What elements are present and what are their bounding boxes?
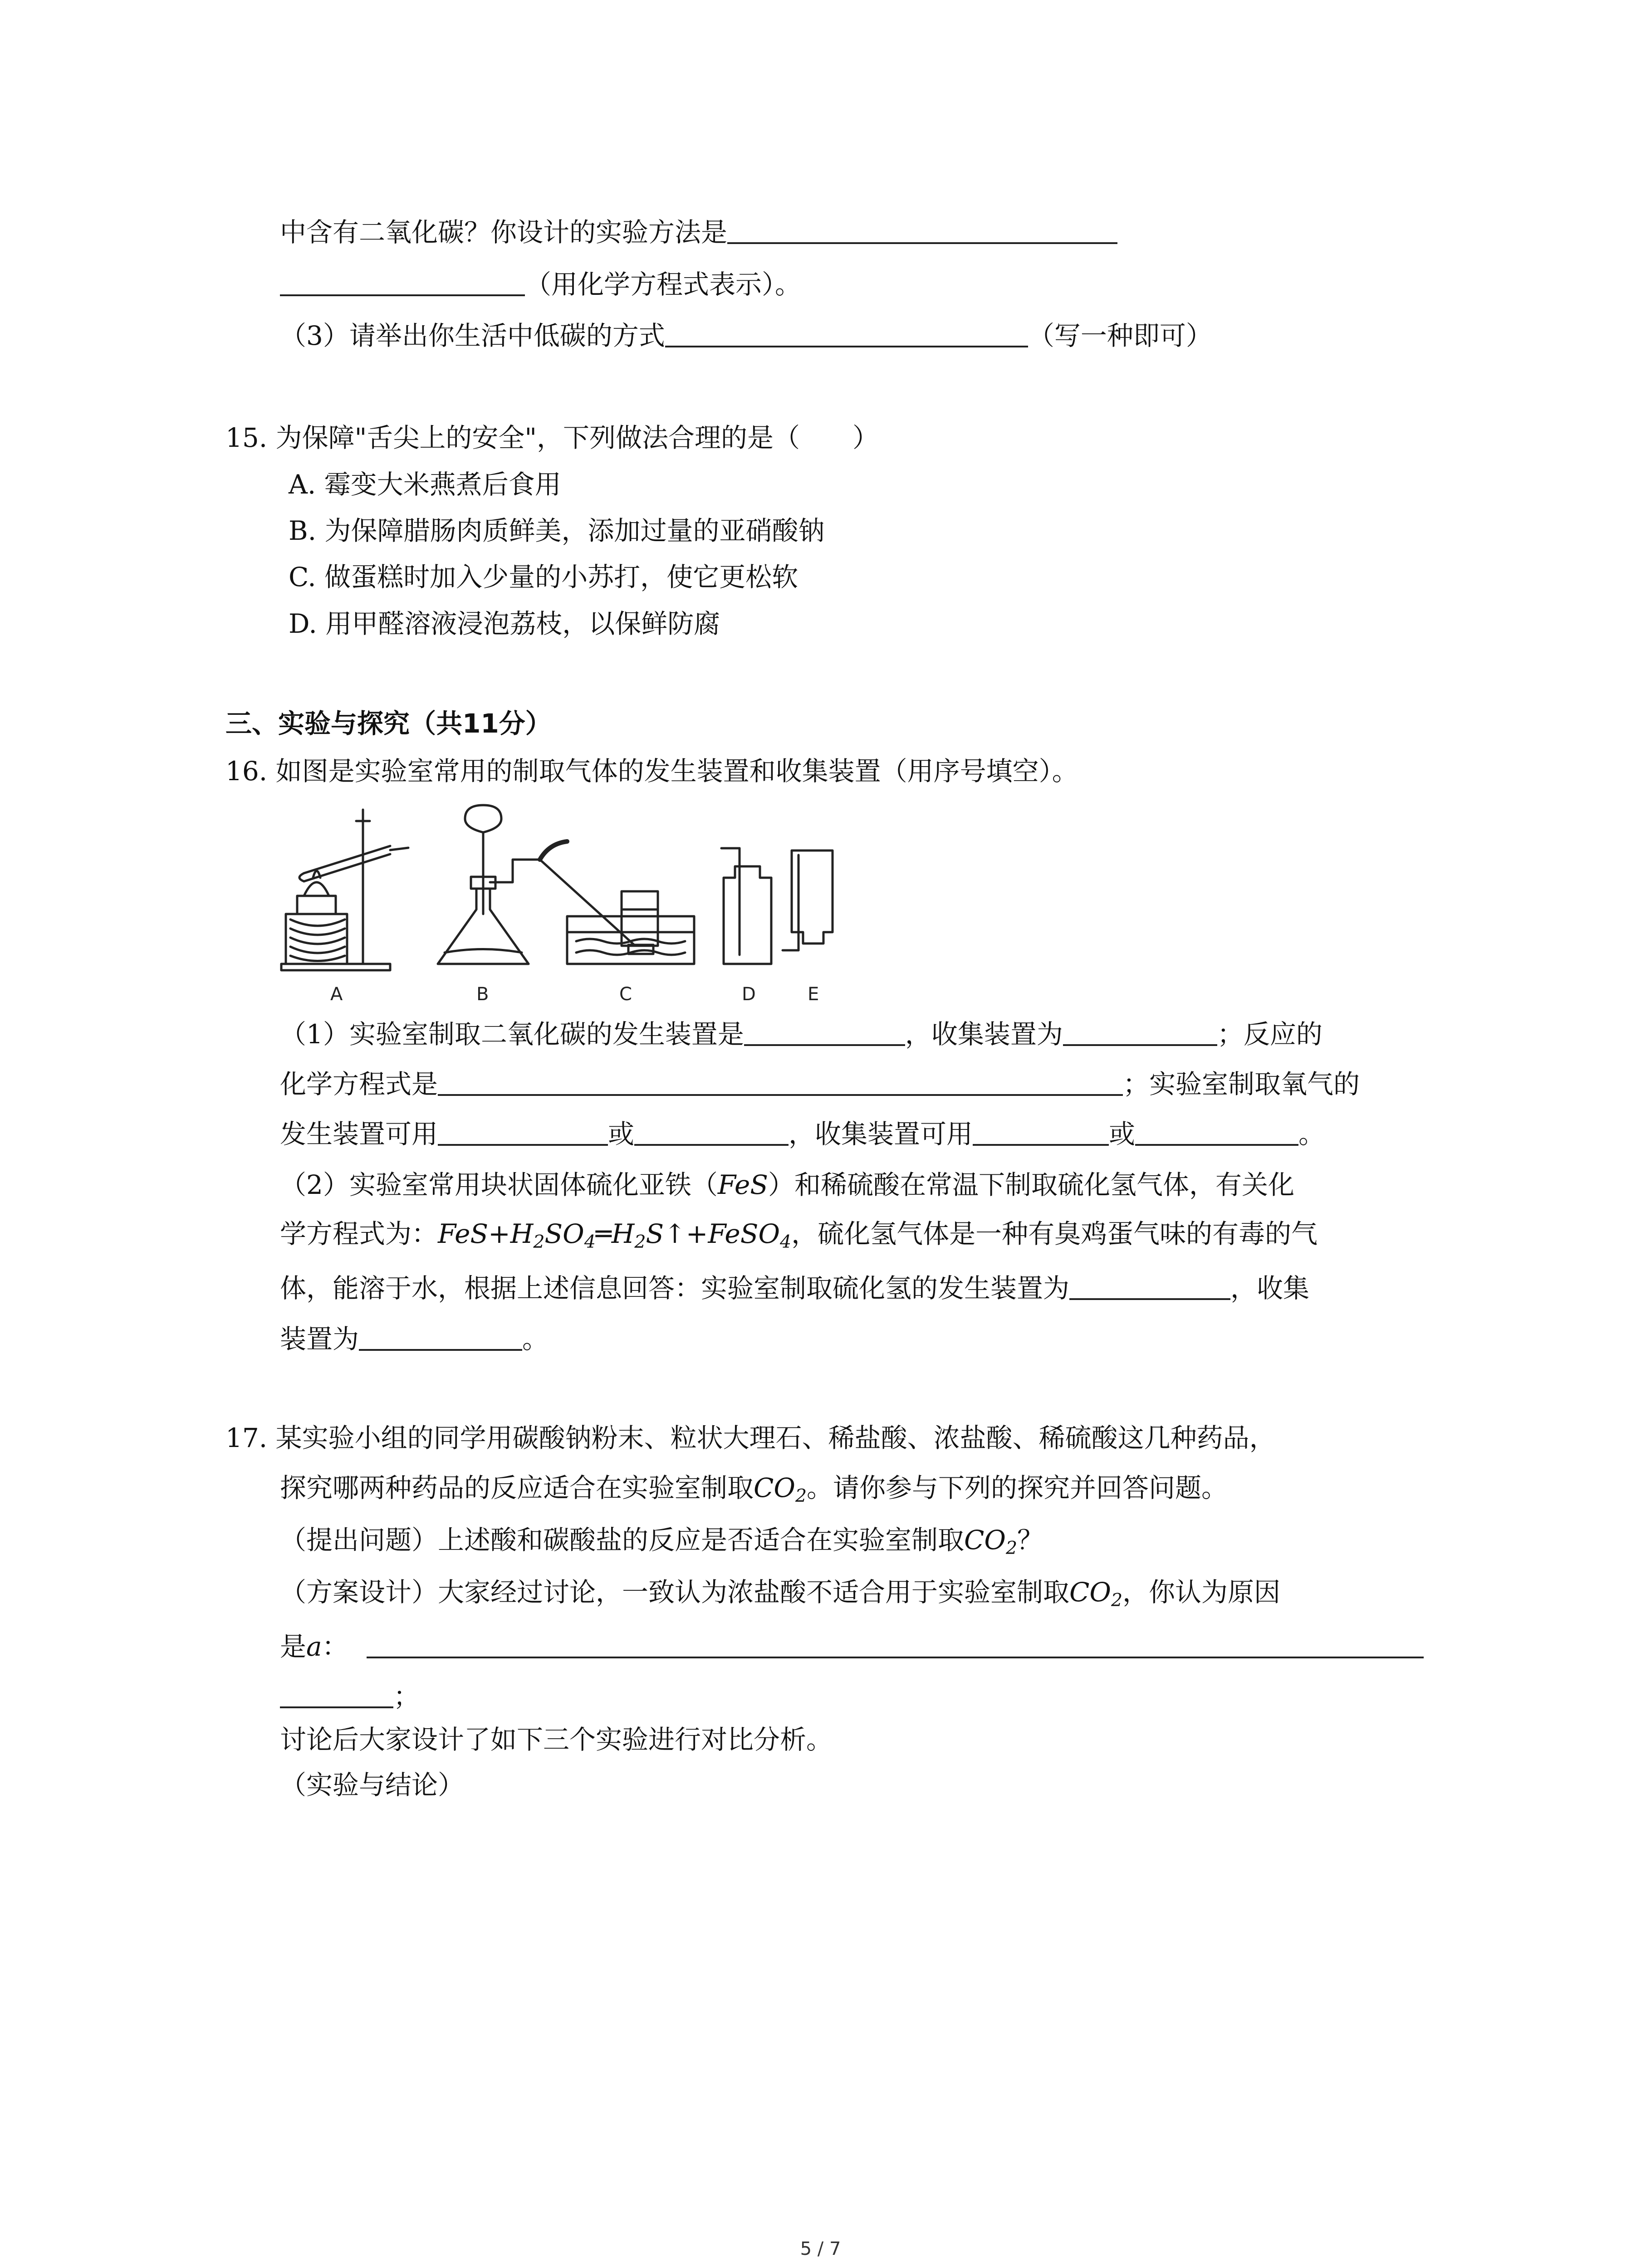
equation: $FeS+H_2SO_4═H_2S↑+FeSO_4$ [438, 1218, 792, 1253]
answer-blank[interactable] [1135, 1116, 1298, 1146]
section-heading: 三、实验与探究（共11分） [225, 708, 552, 739]
text-line: 讨论后大家设计了如下三个实验进行对比分析。 [280, 1724, 833, 1755]
answer-blank[interactable] [1063, 1016, 1217, 1046]
text-line: （1）实验室制取二氧化碳的发生装置是 ，收集装置为 ；反应的 [280, 1016, 1323, 1052]
text-line: 是a： [280, 1628, 1424, 1665]
answer-blank[interactable] [744, 1016, 905, 1046]
figure-label-c: C [619, 984, 632, 1005]
answer-blank[interactable] [280, 266, 525, 296]
answer-blank[interactable] [665, 318, 1028, 347]
text-line: 学方程式为：$FeS+H_2SO_4═H_2S↑+FeSO_4$，硫化氢气体是一种有臭鸡蛋气味的有毒的气 [280, 1218, 1318, 1253]
apparatus-c [540, 841, 694, 964]
figure-label-b: B [476, 984, 489, 1005]
text-line: 探究哪两种药品的反应适合在实验室制取$CO_2$。请你参与下列的探究并回答问题。 [280, 1472, 1228, 1507]
figure-label-e: E [808, 984, 819, 1005]
formula-co2: $CO_2$ [964, 1525, 1018, 1559]
formula-co2: $CO_2$ [754, 1472, 807, 1507]
text-line: ； [280, 1678, 420, 1715]
answer-blank[interactable] [973, 1116, 1109, 1146]
apparatus-b [438, 805, 540, 964]
answer-blank[interactable] [359, 1321, 522, 1351]
question-16-stem: 16. 如图是实验室常用的制取气体的发生装置和收集装置（用序号填空）。 [225, 756, 1078, 787]
answer-blank[interactable] [438, 1066, 1123, 1096]
text-line: （3）请举出你生活中低碳的方式 （写一种即可） [280, 318, 1212, 354]
text-line: （方案设计）大家经过讨论，一致认为浓盐酸不适合用于实验室制取$CO_2$，你认为原因 [280, 1577, 1281, 1611]
answer-blank[interactable] [634, 1116, 789, 1146]
answer-blank[interactable] [280, 1678, 393, 1708]
question-15-stem: 15. 为保障"舌尖上的安全"，下列做法合理的是（ ） [225, 422, 879, 453]
text-line: （2）实验室常用块状固体硫化亚铁（FeS）和稀硫酸在常温下制取硫化氢气体，有关化 [280, 1169, 1295, 1200]
formula-co2: $CO_2$ [1069, 1577, 1123, 1611]
answer-blank[interactable] [367, 1628, 1424, 1658]
apparatus-e [783, 850, 833, 950]
text-line: 中含有二氧化碳？你设计的实验方法是 [280, 214, 1117, 250]
apparatus-d [721, 848, 771, 964]
text-line: （实验与结论） [280, 1769, 465, 1800]
answer-blank[interactable] [438, 1116, 608, 1146]
text-line: 化学方程式是 ；实验室制取氧气的 [280, 1066, 1360, 1102]
text-line: 装置为 。 [280, 1321, 549, 1357]
apparatus-a [281, 810, 408, 970]
text-line: 体，能溶于水，根据上述信息回答：实验室制取硫化氢的发生装置为 ，收集 [280, 1270, 1309, 1306]
page-number: 5 / 7 [800, 2239, 841, 2259]
apparatus-figure [277, 801, 835, 1009]
option-a[interactable]: A. 霉变大米燕煮后食用 [289, 469, 561, 500]
figure-label-a: A [330, 984, 343, 1005]
option-d[interactable]: D. 用甲醛溶液浸泡荔枝，以保鲜防腐 [289, 608, 720, 639]
text-line: 发生装置可用 或 ，收集装置可用 或 。 [280, 1116, 1325, 1152]
answer-blank[interactable] [1069, 1270, 1230, 1300]
text-line: （提出问题）上述酸和碳酸盐的反应是否适合在实验室制取$CO_2$？ [280, 1525, 1044, 1559]
text-line: （用化学方程式表示）。 [280, 266, 801, 303]
question-17-stem: 17. 某实验小组的同学用碳酸钠粉末、粒状大理石、稀盐酸、浓盐酸、稀硫酸这几种药品， [225, 1422, 1276, 1453]
option-b[interactable]: B. 为保障腊肠肉质鲜美，添加过量的亚硝酸钠 [289, 515, 825, 546]
figure-label-d: D [742, 984, 756, 1005]
option-c[interactable]: C. 做蛋糕时加入少量的小苏打，使它更松软 [289, 562, 798, 592]
answer-blank[interactable] [727, 214, 1117, 244]
